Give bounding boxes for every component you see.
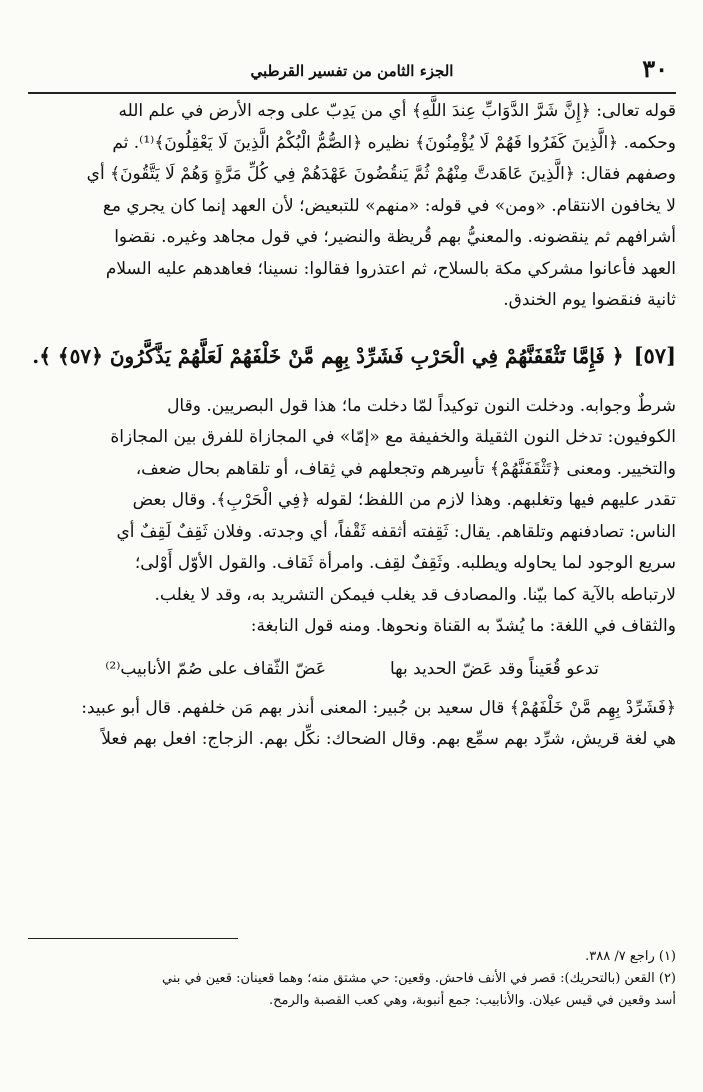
commentary-text <box>28 391 676 643</box>
text-line: العهد فأعانوا مشركي مكة بالسلاح، ثم اعتذروا فقالوا: نسينا؛ فعاهدهم عليه السلام <box>105 258 676 279</box>
text-line: ﴿فَشَرِّدْ بِهِم مَّنْ خَلْفَهُمْ﴾ قال سعيد بن جُبير: المعنى أنذر بهم مَن خلفهم. قال أبو عبيد: <box>81 697 676 718</box>
poetry-verse <box>28 651 676 687</box>
book-page <box>28 48 676 1078</box>
page-number: ٣٠ <box>642 54 668 83</box>
text-line: وصفهم فقال: ﴿الَّذِينَ عَاهَدتَّ مِنْهُمْ ثُمَّ يَنقُضُونَ عَهْدَهُمْ فِي كُلِّ مَرَّةٍ وَهُمْ لَا يَتَّقُونَ﴾ أي <box>86 164 676 184</box>
footnote-line: (١) راجع ٧/ ٣٨٨. <box>585 949 676 964</box>
page-header <box>28 48 676 94</box>
text-line: أشرافهم ثم ينقضونه. والمعنيُّ بهم قُريظة والنضير؛ في قول مجاهد وغيره. نقضوا <box>114 227 676 247</box>
text-line: الكوفيون: تدخل النون الثقيلة والخفيفة مع «إمّا» في المجازاة للفرق بين المجازاة <box>110 427 676 447</box>
commentary-text-continued <box>28 693 676 756</box>
text-line: هي لغة قريش، شرِّد بهم سمِّع بهم. وقال الضحاك: نكِّل بهم. الزجاج: افعل بهم فعلاً <box>101 729 676 749</box>
text-line: ثانية فنقضوا يوم الخندق. <box>503 290 676 310</box>
text-line: وحكمه. ﴿الَّذِينَ كَفَرُوا فَهُمْ لَا يُؤْمِنُونَ﴾ نظيره ﴿الصُّمُّ الْبُكْمُ الَّذِينَ لَا يَعْقِلُونَ﴾⁽¹⁾. ثم <box>112 132 676 153</box>
text-line: والتخيير. ومعنى ﴿تَثْقَفَنَّهُمْ﴾ تأسِرهم وتجعلهم في ثِقاف، أو تلقاهم بحال ضعف، <box>135 458 676 479</box>
footnotes <box>28 946 676 1012</box>
running-title: الجزء الثامن من تفسير القرطبي <box>250 62 454 80</box>
text-line: لا يخافون الانتقام. «ومن» في قوله: «منهم» للتبعيض؛ لأن العهد إنما كان يجري مع <box>102 195 676 216</box>
text-line: والثقاف في اللغة: ما يُشدّ به القناة ونحوها. ومنه قول النابغة: <box>250 616 676 636</box>
footnote-line: (٢) القعن (بالتحريك): قصر في الأنف فاحش. وقعين: حي مشتق منه؛ وهما قعينان: قعين في بني <box>162 971 676 986</box>
verse-number: [٥٧] <box>633 342 676 368</box>
text-line: قوله تعالى: ﴿إِنَّ شَرَّ الدَّوَابِّ عِندَ اللَّهِ﴾ أي من يَدِبّ على وجه الأرض في علم الله <box>118 101 676 121</box>
text-line: الناس: تصادفنهم وتلقاهم. يقال: ثَقِفته أثقفه ثَقْفاً، أي وجدته. وفلان ثَقِفٌ لَقِفٌ أي <box>116 521 676 542</box>
verse-heading <box>28 339 676 373</box>
text-line: سريع الوجود لما يحاوله ويطلبه. وثَقِفٌ لقِف. وامرأة ثَقاف. والقول الأوّل أَوْلى؛ <box>134 553 676 573</box>
text-line: شرطٌ وجوابه. ودخلت النون توكيداً لمّا دخلت ما؛ هذا قول البصريين. وقال <box>167 395 676 416</box>
poetry-second-hemistich: عَضّ الثّقاف على صُمّ الأنابيب⁽²⁾ <box>105 658 326 679</box>
poetry-first-hemistich: تدعو قُعَيناً وقد عَضّ الحديد بها <box>390 658 599 679</box>
text-line: تقدر عليهم فيها وتغلبهم. وهذا لازم من اللفظ؛ لقوله ﴿فِي الْحَرْبِ﴾. وقال بعض <box>132 490 676 510</box>
verse-text: ﴿ فَإِمَّا تَثْقَفَنَّهُمْ فِي الْحَرْبِ فَشَرِّدْ بِهِم مَّنْ خَلْفَهُمْ لَعَلَّهُمْ يَذَّكَّرُونَ ﴿٥٧﴾ ﴾. <box>32 343 624 368</box>
text-line: لارتباطه بالآية كما بيّنا. والمصادف قد يغلب فيمكن التشريد به، وقد لا يغلب. <box>154 584 676 605</box>
main-text <box>28 96 676 317</box>
footnote-separator <box>28 938 238 939</box>
footnote-line: أسد وقعين في قيس عيلان. والأنابيب: جمع أنبوبة، وهي كعب القصبة والرمح. <box>269 993 676 1008</box>
